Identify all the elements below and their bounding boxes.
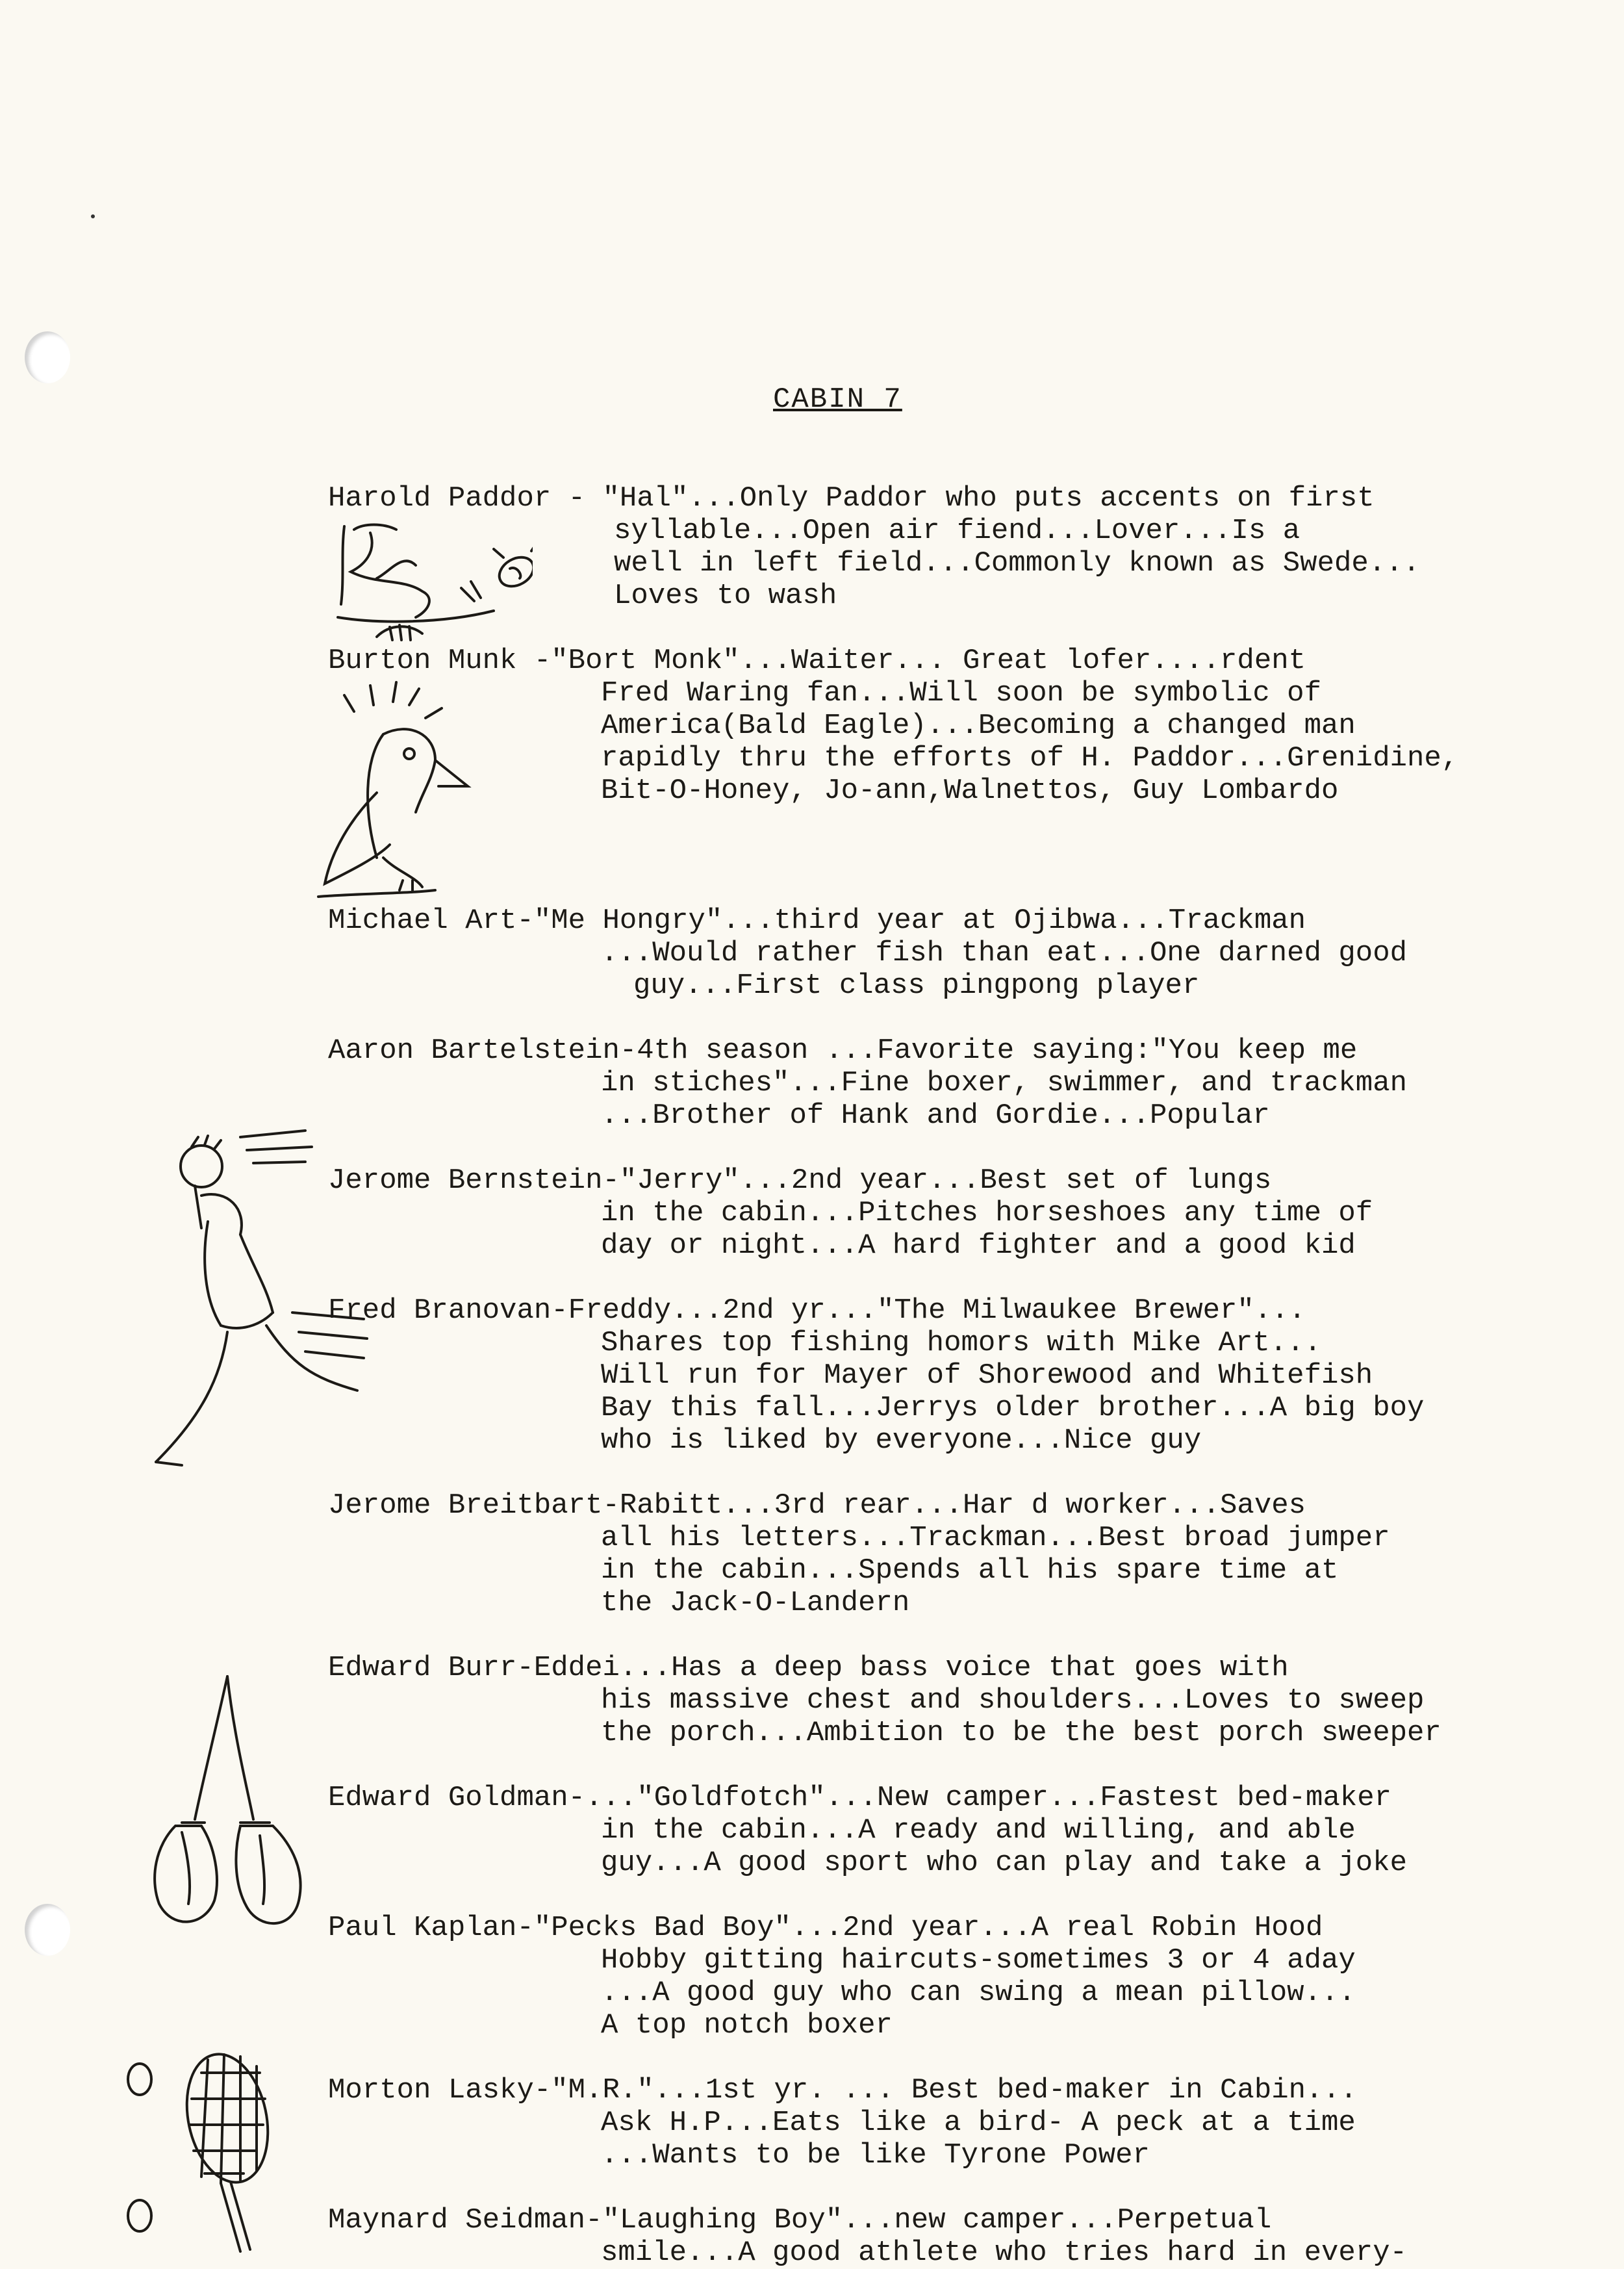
entry-line: smile...A good athlete who tries hard in every- [601,2237,1408,2269]
entry-michael-art [328,904,1575,1002]
entry-burton-munk [328,645,1575,807]
punch-hole-bottom [25,1904,70,1956]
entry-line: Maynard Seidman-"Laughing Boy"...new camper...Perpetual [328,2204,1272,2237]
entry-line: syllable...Open air fiend...Lover...Is a [614,515,1300,547]
entry-edward-goldman [328,1782,1575,1879]
entry-line: Bay this fall...Jerrys older brother...A big boy [601,1392,1425,1424]
entry-line: his massive chest and shoulders...Loves to sweep [601,1684,1425,1717]
entry-line: in the cabin...A ready and willing, and able [601,1814,1356,1847]
entry-line: Michael Art-"Me Hongry"...third year at Ojibwa...Trackman [328,904,1306,937]
entry-line: Loves to wash [614,580,837,612]
entry-line: well in left field...Commonly known as Swede... [614,547,1421,580]
entry-edward-burr [328,1652,1575,1749]
boxing-gloves-sketch [143,1670,312,1943]
entry-line: Fred Waring fan...Will soon be symbolic of [601,677,1321,710]
entry-paul-kaplan [328,1912,1575,2042]
entry-line: ...Wants to be like Tyrone Power [601,2139,1150,2172]
entry-line: Burton Munk -"Bort Monk"...Waiter... Great lofer....rdent [328,645,1306,677]
page-title: CABIN 7 [773,383,902,416]
entry-line: Edward Burr-Eddei...Has a deep bass voice that goes with [328,1652,1289,1684]
entry-line: rapidly thru the efforts of H. Paddor...Grenidine, [601,742,1459,775]
entry-line: Morton Lasky-"M.R."...1st yr. ... Best bed-maker in Cabin... [328,2074,1358,2107]
entry-line: Will run for Mayer of Shorewood and Whitefish [601,1359,1373,1392]
entry-line: guy...First class pingpong player [633,969,1200,1002]
entry-line: the Jack-O-Landern [601,1587,910,1619]
entry-jerome-bernstein [328,1164,1575,1262]
entry-line: A top notch boxer [601,2009,893,2042]
runner-sketch [143,1118,390,1481]
entry-line: all his letters...Trackman...Best broad jumper [601,1522,1390,1554]
bird-sketch [305,663,500,910]
entry-line: America(Bald Eagle)...Becoming a changed man [601,710,1356,742]
entry-line: day or night...A hard fighter and a good kid [601,1229,1356,1262]
entry-line: Hobby gitting haircuts-sometimes 3 or 4 aday [601,1944,1356,1977]
entry-line: Jerome Bernstein-"Jerry"...2nd year...Best set of lungs [328,1164,1272,1197]
entry-line: ...Would rather fish than eat...One darned good [601,937,1408,969]
entry-line: the porch...Ambition to be the best porch sweeper [601,1717,1441,1749]
tennis-racket-sketch [117,2047,286,2255]
entry-line: ...Brother of Hank and Gordie...Popular [601,1099,1270,1132]
entry-jerome-breitbart [328,1489,1575,1619]
entry-line: Shares top fishing homors with Mike Art... [601,1327,1321,1359]
entry-aaron-bartelstein [328,1034,1575,1132]
entry-line: Bit-O-Honey, Jo-ann,Walnettos, Guy Lombardo [601,775,1339,807]
entry-line: Jerome Breitbart-Rabitt...3rd rear...Har d worker...Saves [328,1489,1306,1522]
entry-line: guy...A good sport who can play and take a joke [601,1847,1408,1879]
punch-hole-top [25,331,70,383]
entry-line: who is liked by everyone...Nice guy [601,1424,1202,1457]
ink-speck [91,214,95,218]
entry-line: Fred Branovan-Freddy...2nd yr..."The Milwaukee Brewer"... [328,1294,1306,1327]
entry-line: in the cabin...Pitches horseshoes any time of [601,1197,1373,1229]
entry-line: in the cabin...Spends all his spare time at [601,1554,1339,1587]
entry-line: Aaron Bartelstein-4th season ...Favorite saying:"You keep me [328,1034,1358,1067]
entry-line: in stiches"...Fine boxer, swimmer, and trackman [601,1067,1408,1099]
entry-line: Edward Goldman-..."Goldfotch"...New camper...Fastest bed-maker [328,1782,1392,1814]
entry-line: Ask H.P...Eats like a bird- A peck at a time [601,2107,1356,2139]
wash-basin-sketch [325,513,533,650]
entry-morton-lasky [328,2074,1575,2172]
entry-maynard-seidman [328,2204,1575,2269]
entry-line: Harold Paddor - "Hal"...Only Paddor who puts accents on first [328,482,1375,515]
entry-line: Paul Kaplan-"Pecks Bad Boy"...2nd year...A real Robin Hood [328,1912,1323,1944]
entry-fred-branovan [328,1294,1575,1457]
entry-line: ...A good guy who can swing a mean pillow... [601,1977,1356,2009]
